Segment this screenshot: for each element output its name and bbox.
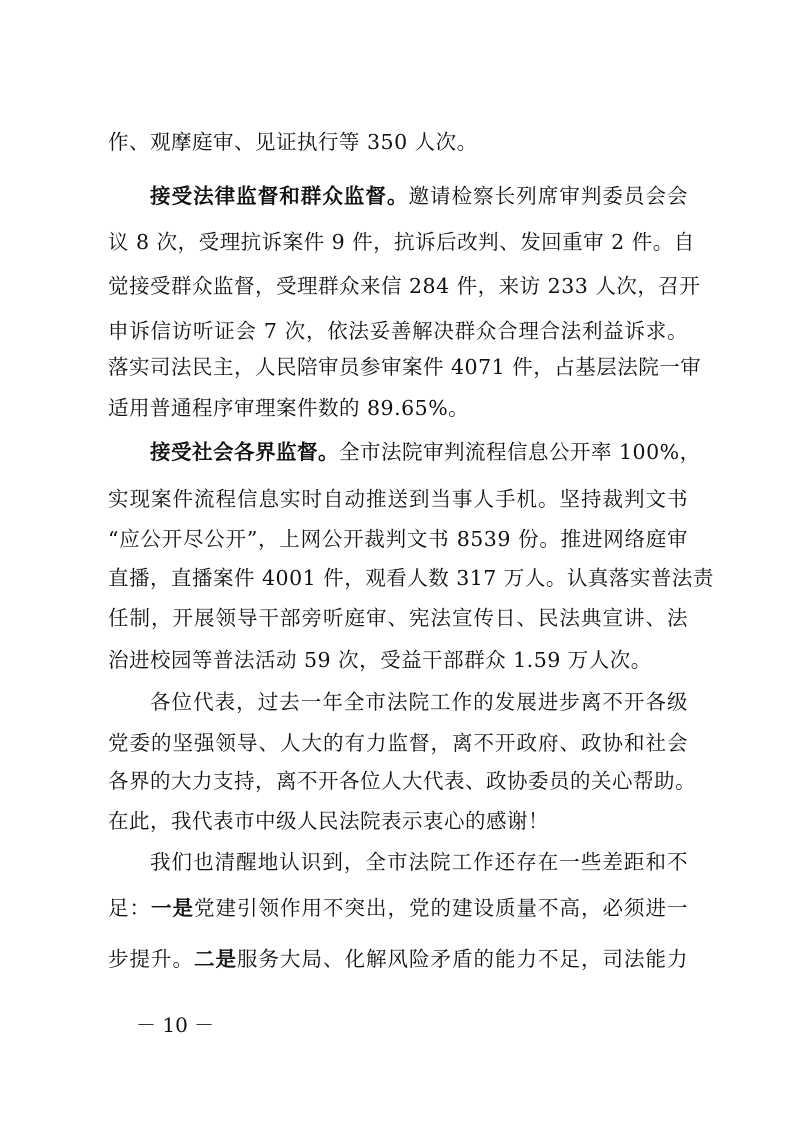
text-line: 各位代表，过去一年全市法院工作的发展进步离不开各级 — [150, 690, 688, 714]
text-span: 全市法院审判流程信息公开率 100%， — [339, 440, 701, 464]
text-line: 议 8 次，受理抗诉案件 9 件，抗诉后改判、发回重审 2 件。自 — [108, 230, 695, 254]
emphasis-label: 二是 — [194, 947, 237, 971]
paragraph-line — [150, 437, 701, 467]
text-line: “应公开尽公开”，上网公开裁判文书 8539 份。推进网络庭审 — [108, 527, 688, 551]
text-span: 服务大局、化解风险矛盾的能力不足，司法能力 — [237, 947, 688, 971]
page-number: － 10 － — [136, 1013, 215, 1037]
paragraph-line — [108, 893, 688, 923]
text-line: 治进校园等普法活动 59 次，受益干部群众 1.59 万人次。 — [108, 648, 652, 672]
text-line: 直播，直播案件 4001 件，观看人数 317 万人。认真落实普法责 — [108, 566, 714, 590]
text-line: 申诉信访听证会 7 次，依法妥善解决群众合理合法利益诉求。 — [108, 319, 688, 343]
section-heading: 接受法律监督和群众监督。 — [150, 184, 409, 208]
emphasis-label: 一是 — [151, 896, 194, 920]
text-span: 邀请检察长列席审判委员会会 — [408, 184, 688, 208]
text-line: 觉接受群众监督，受理群众来信 284 件，来访 233 人次，召开 — [108, 274, 701, 298]
text-line: 实现案件流程信息实时自动推送到当事人手机。坚持裁判文书 — [108, 487, 688, 511]
paragraph-line — [150, 181, 688, 211]
text-line: 在此，我代表市中级人民法院表示衷心的感谢！ — [108, 809, 549, 833]
text-span: 步提升。 — [108, 947, 194, 971]
text-span: 党建引领作用不突出，党的建设质量不高，必须进一 — [194, 896, 688, 920]
text-line: 我们也清醒地认识到，全市法院工作还存在一些差距和不 — [150, 850, 688, 874]
text-line: 任制，开展领导干部旁听庭审、宪法宣传日、民法典宣讲、法 — [108, 606, 688, 630]
text-line: 各界的大力支持，离不开各位人大代表、政协委员的关心帮助。 — [108, 769, 696, 793]
text-line: 适用普通程序审理案件数的 89.65%。 — [108, 396, 470, 420]
text-span: 足： — [108, 896, 151, 920]
paragraph-line — [108, 944, 688, 974]
text-line: 作、观摩庭审、见证执行等 350 人次。 — [108, 130, 478, 154]
section-heading: 接受社会各界监督。 — [150, 440, 339, 464]
text-line: 落实司法民主，人民陪审员参审案件 4071 件，占基层法院一审 — [108, 355, 702, 379]
text-line: 党委的坚强领导、人大的有力监督，离不开政府、政协和社会 — [108, 731, 688, 755]
